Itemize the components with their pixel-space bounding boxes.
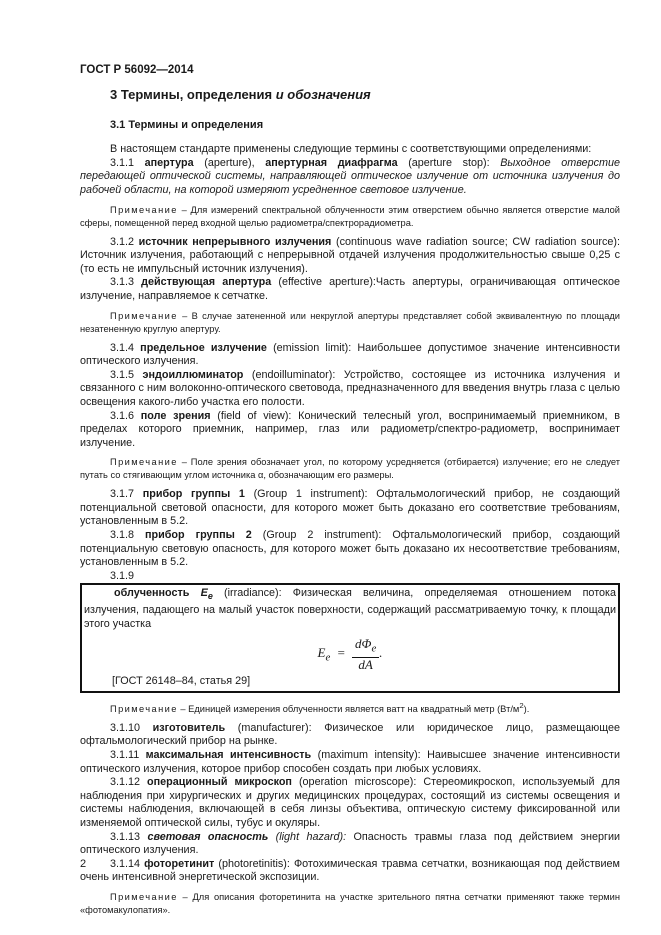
term-number: 3.1.10 xyxy=(110,721,153,734)
term-definition: (effective aperture):Часть апертуры, ограничивающая оптическое излучение, направляемое к сетчатке. xyxy=(80,276,620,302)
section-title-italic: и обозначения xyxy=(272,87,371,102)
term-name: световая опасность xyxy=(147,830,269,843)
term-3-1-12 xyxy=(80,776,620,830)
note-superscript: 2 xyxy=(519,700,524,710)
note-text: – Поле зрения обозначает угол, по которому усредняется (отбирается) излучение; его не следует путать со стягивающим углом источника α, обозначающим его размеры. xyxy=(80,457,620,481)
term-number: 3.1.12 xyxy=(110,776,148,789)
term-definition: (emission limit): Наибольшее допустимое значение интенсивности оптического излучения. xyxy=(80,341,621,368)
note-4 xyxy=(80,699,620,716)
section-title xyxy=(110,88,620,102)
symbol-main: E xyxy=(200,587,208,600)
term-name: предельное излучение xyxy=(140,341,267,354)
symbol-subscript: e xyxy=(207,591,213,602)
note-text: – Единицей измерения облученности является ватт на квадратный метр (Вт/м xyxy=(177,703,520,714)
term-number: 3.1.1 xyxy=(110,156,145,169)
term-3-1-9 xyxy=(84,587,616,631)
formula-numerator xyxy=(352,637,379,657)
note-label: Примечание xyxy=(110,204,178,215)
page-number: 2 xyxy=(80,858,87,870)
term-number: 3.1.3 xyxy=(110,276,142,289)
term-3-1-9-number: 3.1.9 xyxy=(110,569,135,582)
document-header: ГОСТ Р 56092—2014 xyxy=(80,64,194,76)
note-label: Примечание xyxy=(110,703,178,714)
term-3-1-6 xyxy=(80,410,620,451)
note-label: Примечание xyxy=(110,891,178,902)
note-5 xyxy=(80,891,620,917)
term-reference: [ГОСТ 26148–84, статья 29] xyxy=(112,675,251,688)
term-3-1-10 xyxy=(80,722,620,749)
term-definition: (field of view): Конический телесный угол, воспринимаемый приемником, в пределах которого приемник, например, глаз или радиометр/спектро-радиометр, воспринимает излучение. xyxy=(80,409,621,449)
note-text-end: ). xyxy=(523,703,530,714)
term-name: прибор группы 2 xyxy=(145,529,252,542)
term-name: облученность xyxy=(114,587,201,600)
page-content xyxy=(80,88,620,923)
note-label: Примечание xyxy=(110,310,178,321)
term-definition: Выходное отверстие передающей оптической системы, направляющей оптическое излучение от источника излучения до рабочей области, на которой измеряют усредненное световое излучение. xyxy=(80,156,620,196)
formula-lhs xyxy=(317,645,331,664)
term-name: прибор группы 1 xyxy=(142,488,245,501)
note-text: – Для описания фоторетинита на участке зрительного пятна сетчатки применяют также термин «фотомакулопатия». xyxy=(80,891,620,915)
term-name: фоторетинит xyxy=(144,857,215,870)
term-definition: (photoretinitis): Фотохимическая травма сетчатки, возникающая под действием очень интенсивной энергетической экспозиции. xyxy=(80,857,620,884)
term-number: 3.1.5 xyxy=(110,368,143,381)
subsection-title: 3.1 Термины и определения xyxy=(110,118,264,131)
term-definition: (Group 2 instrument): Офтальмологический прибор, создающий потенциальную световую опасность, для которого может быть доказано их несоответствие требованиям, установленным в 5.2. xyxy=(80,529,621,569)
numerator-subscript: e xyxy=(371,642,377,655)
formula-fraction xyxy=(352,637,379,671)
note-3 xyxy=(80,456,620,482)
term-3-1-8 xyxy=(80,529,620,570)
formula-denominator: dA xyxy=(358,656,373,672)
term-name: изготовитель xyxy=(152,721,226,734)
term-name: источник непрерывного излучения xyxy=(138,235,332,248)
term-number: 3.1.2 xyxy=(110,235,139,248)
term-name: действующая апертура xyxy=(141,276,272,289)
formula-period: . xyxy=(379,645,383,661)
note-text: – Для измерений спектральной облученности этим отверстием обычно является отверстие малой сферы, помещенной перед входной щелью радиометра/спектрорадиометра. xyxy=(80,204,620,228)
term-definition: Опасность травмы глаза под действием энергии оптического излучения. xyxy=(80,830,621,857)
term-name-2: апертурная диафрагма xyxy=(265,156,398,169)
note-text: – В случае затененной или некруглой апертуры представляет собой эквивалентную по площади незатененную круглую апертуру. xyxy=(80,310,620,334)
term-definition: (endoilluminator): Устройство, состоящее из источника излучения и связанного с ним волоконно-оптического световода, предназначенного для введения внутрь глаза с целью освещения какого-либо участка его полости. xyxy=(80,368,620,408)
numerator-symbol: dΦ xyxy=(355,636,372,652)
note-1 xyxy=(80,204,620,230)
term-3-1-5 xyxy=(80,369,620,410)
note-2 xyxy=(80,310,620,336)
formula-lhs-subscript: e xyxy=(325,651,331,664)
term-definition: (maximum intensity): Наивысшее значение интенсивности оптического излучения, которое прибор способен создать при любых условиях. xyxy=(80,749,620,775)
term-definition: (operation microscope): Стереомикроскоп, используемый для наблюдения при хирургических и других медицинских процедурах, состоящий из системы освещения и системы наблюдения, включающей в себя линзы объектива, оптическую систему фиксированной или изменяемой оптической силы, тубус и окуляры. xyxy=(80,776,620,829)
term-english-2: (aperture stop): xyxy=(397,156,501,169)
term-3-1-2 xyxy=(80,236,620,277)
note-label: Примечание xyxy=(110,457,178,468)
term-3-1-11 xyxy=(80,749,620,776)
term-name: апертура xyxy=(144,156,194,169)
term-3-1-1 xyxy=(80,157,620,198)
term-number: 3.1.7 xyxy=(110,488,143,501)
term-name: поле зрения xyxy=(140,409,211,422)
term-3-1-7 xyxy=(80,488,620,529)
term-name: операционный микроскоп xyxy=(147,776,292,789)
term-number: 3.1.8 xyxy=(110,529,145,542)
term-symbol xyxy=(200,587,213,602)
term-3-1-3 xyxy=(80,276,620,303)
term-number: 3.1.6 xyxy=(110,409,141,422)
formula-lhs-symbol: E xyxy=(317,645,326,661)
term-3-1-13 xyxy=(80,831,620,858)
formula-equals: = xyxy=(333,645,349,661)
term-number: 3.1.14 xyxy=(110,857,145,870)
term-number: 3.1.11 xyxy=(110,749,146,762)
section-title-plain: 3 Термины, определения xyxy=(110,87,273,102)
irradiance-formula xyxy=(84,637,616,671)
term-number: 3.1.4 xyxy=(110,341,141,354)
intro-paragraph: В настоящем стандарте применены следующие термины с соответствующими определениями: xyxy=(110,143,592,156)
term-3-1-9-box xyxy=(80,583,620,692)
term-definition: (irradiance): Физическая величина, определяемая отношением потока излучения, падающего на малый участок поверхности, содержащий рассматриваемую точку, к площади этого участка xyxy=(84,587,616,630)
term-name: эндоиллюминатор xyxy=(142,368,244,381)
term-definition: (Group 1 instrument): Офтальмологический прибор, не создающий потенциальной световой опасности, для которого может быть доказано его соответствие требованиям, установленным в 5.2. xyxy=(80,488,620,528)
term-english: (light hazard): xyxy=(268,830,347,843)
term-name: максимальная интенсивность xyxy=(145,749,312,762)
term-3-1-4 xyxy=(80,342,620,369)
term-definition: (continuous wave radiation source; CW radiation source): Источник излучения, работающий с непрерывной отдачей излучения продолжительностью свыше 0,25 с (то есть не импульсный источник излучения). xyxy=(80,235,620,275)
term-3-1-14 xyxy=(80,858,620,885)
term-english: (aperture), xyxy=(193,156,266,169)
term-number: 3.1.13 xyxy=(110,830,148,843)
term-definition: (manufacturer): Физическое или юридическое лицо, размещающее офтальмологический прибор на рынке. xyxy=(80,721,620,748)
